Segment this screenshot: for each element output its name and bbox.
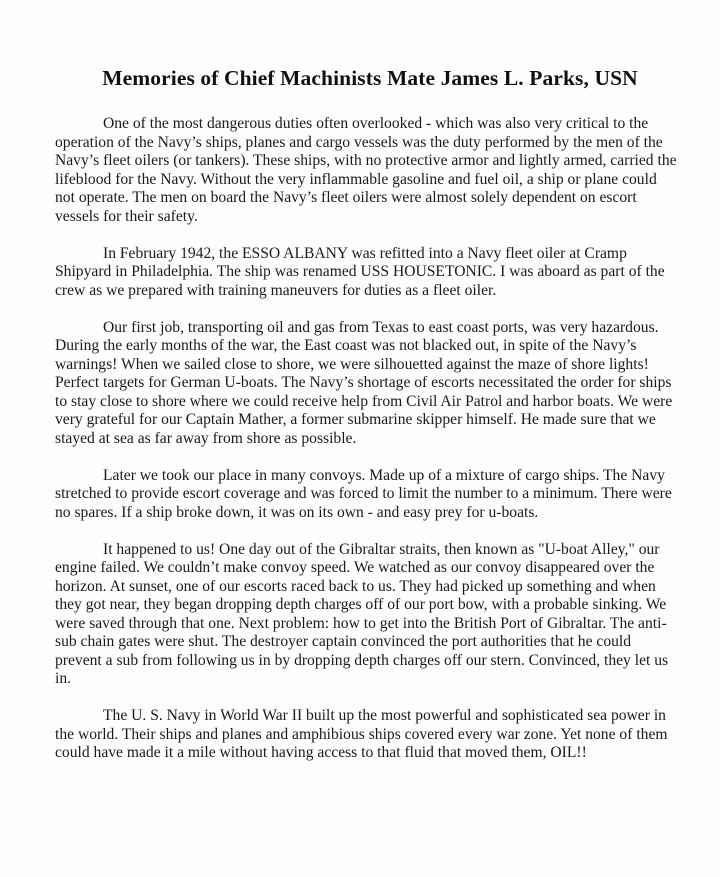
paragraph-esso-albany: In February 1942, the ESSO ALBANY was refitted into a Navy fleet oiler at Cramp Shipyard in Philadelphia. The ship was renamed USS HOUSETONIC. I was aboard as part of the crew as we prepared with training maneuvers for duties as a fleet oiler. [55, 244, 665, 299]
paragraph-intro: One of the most dangerous duties often overlooked - which was also very critical to the operation of the Navy’s ships, planes and cargo vessels was the duty performed by the men of the Navy’s fleet oilers (or tankers). These ships, with no protective armor and lightly armed, carried the lifeblood for the Navy. Without the very inflammable gasoline and fuel oil, a ship or plane could not operate. The men on board the Navy’s fleet oilers were almost solely dependent on escort vessels for their safety. [55, 115, 677, 225]
paragraph-gibraltar: It happened to us! One day out of the Gibraltar straits, then known as "U-boat Alley," our engine failed. We couldn’t make convoy speed. We watched as our convoy disappeared over the horizon. At sunset, one of our escorts raced back to us. They had picked up something and when they got near, they began dropping depth charges off of our port bow, with a probable sinking. We were saved through that one. Next problem: how to get into the British Port of Gibraltar. The anti-sub chain gates were shut. The destroyer captain convinced the port authorities that he could prevent a sub from following us in by dropping depth charges off our stern. Convinced, they let us in. [55, 540, 669, 687]
document-body [55, 115, 680, 781]
paragraph-first-job: Our first job, transporting oil and gas from Texas to east coast ports, was very hazardous. During the early months of the war, the East coast was not blacked out, in spite of the Navy’s warnings! When we sailed close to shore, we were silhouetted against the maze of shore lights! Perfect targets for German U-boats. The Navy’s shortage of escorts necessitated the order for ships to stay close to shore where we could receive help from Civil Air Patrol and harbor boats. We were very grateful for our Captain Mather, a former submarine skipper himself. He made sure that we stayed at sea as far away from shore as possible. [55, 318, 673, 447]
paragraph-conclusion: The U. S. Navy in World War II built up the most powerful and sophisticated sea power in the world. Their ships and planes and amphibious ships covered every war zone. Yet none of them could have made it a mile without having access to that fluid that moved them, OIL!! [55, 707, 668, 761]
paragraph-convoys: Later we took our place in many convoys. Made up of a mixture of cargo ships. The Navy stretched to provide escort coverage and was forced to limit the number to a minimum. There were no spares. If a ship broke down, it was on its own - and easy prey for u-boats. [55, 466, 672, 521]
document-title: Memories of Chief Machinists Mate James L. Parks, USN [102, 66, 638, 90]
